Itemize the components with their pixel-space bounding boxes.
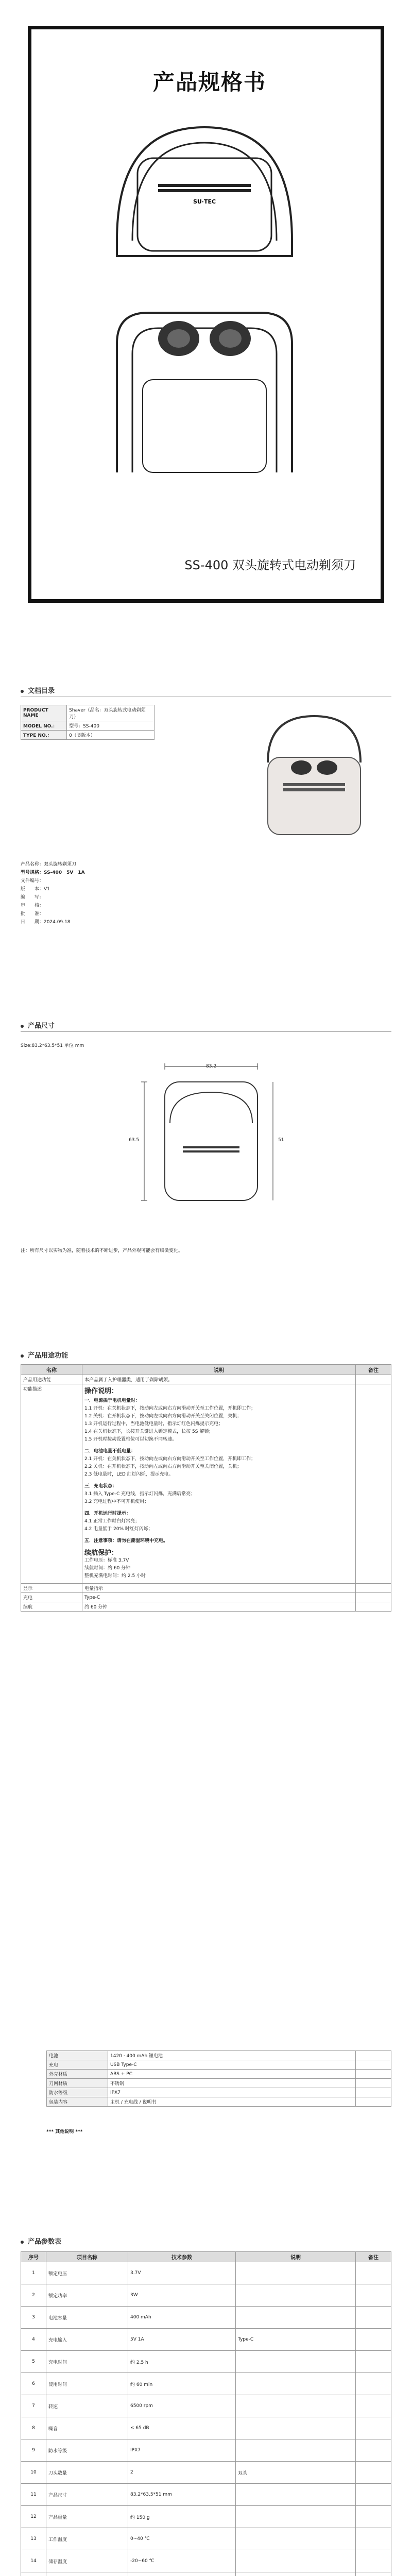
func-line: 4.2 电量低于 20% 时红灯闪烁；: [84, 1527, 153, 1532]
func-line: 2.3 低电量时，LED 红灯闪烁，提示充电。: [84, 1472, 174, 1477]
table-header: 备注: [356, 1365, 391, 1375]
table-cell: 产品尺寸: [46, 2484, 128, 2506]
bullet-icon: [21, 690, 24, 693]
table-cell: [356, 2462, 391, 2484]
material-note: *** 其他说明 ***: [46, 2129, 83, 2134]
table-cell: [356, 2079, 391, 2088]
function-heading: [21, 1350, 68, 1360]
func-line: 续航保护：: [84, 1549, 118, 1557]
table-cell: [236, 2373, 356, 2395]
table-cell: 型号：SS-400: [67, 721, 154, 731]
params-body: [21, 2262, 391, 2576]
op-title: 操作说明：: [84, 1387, 118, 1395]
table-cell: 13: [21, 2528, 46, 2550]
table-cell: 3.7V: [128, 2262, 236, 2284]
table-cell: TYPE NO.：: [21, 731, 67, 740]
table-header-row: [21, 2252, 391, 2262]
table-row: [47, 2088, 391, 2097]
info-line: 版 本：V1: [21, 887, 50, 892]
table-cell: 电量指示: [82, 1584, 356, 1593]
table-cell: [128, 2572, 236, 2576]
table-cell: IPX7: [108, 2088, 356, 2097]
size-dim-height: 63.5: [129, 1138, 140, 1143]
func-line: 整机充满电时间：约 2.5 小时: [84, 1573, 146, 1579]
table-cell: 3W: [128, 2284, 236, 2307]
table-cell: [356, 2307, 391, 2329]
table-header: 名称: [21, 1365, 82, 1375]
table-cell: 6500 rpm: [128, 2395, 236, 2417]
material-page: [0, 2050, 412, 2205]
doc-index-heading: [21, 685, 55, 695]
table-row: [21, 1602, 391, 1612]
table-cell: [356, 2572, 391, 2576]
size-dim-width: 83.2: [206, 1064, 217, 1069]
cover-title: 产品规格书: [152, 70, 266, 95]
table-cell: 9: [21, 2439, 46, 2462]
table-cell: IPX7: [128, 2439, 236, 2462]
params-page: [0, 2236, 412, 2576]
func-line: 四．开机运行时提示：: [84, 1511, 131, 1516]
table-cell: 本产品属于入护理器类，适用于剃除胡须。: [82, 1375, 356, 1384]
table-cell: [356, 2284, 391, 2307]
table-row: [21, 1593, 391, 1602]
func-line: 三．充电状态：: [84, 1484, 117, 1489]
info-line: 审 核：: [21, 903, 44, 908]
table-cell: 电池: [47, 2051, 108, 2060]
table-cell: 2: [128, 2462, 236, 2484]
table-cell: Type-C: [82, 1593, 356, 1602]
table-cell: [356, 2060, 391, 2070]
info-line: 文件编号：: [21, 878, 44, 884]
table-cell: [356, 2484, 391, 2506]
table-cell: 转速: [46, 2395, 128, 2417]
table-cell: [236, 2417, 356, 2439]
table-cell: 充电时间: [46, 2351, 128, 2373]
table-header: 备注: [356, 2252, 391, 2262]
table-cell: 显示: [21, 1584, 82, 1593]
table-cell: [356, 2528, 391, 2550]
func-line: 1.1 开机：在关机状态下，按动向左或向右方向滑动开关至工作位置，开机即工作；: [84, 1406, 256, 1411]
size-heading-text: 产品尺寸: [28, 1022, 55, 1030]
table-cell: ≤ 65 dB: [128, 2417, 236, 2439]
table-cell: 14: [21, 2550, 46, 2572]
divider: [21, 1031, 391, 1032]
func-line: 五．注意事项：请勿在潮湿环境中充电。: [84, 1538, 168, 1544]
function-table: [21, 1364, 391, 1612]
table-row: [21, 2528, 391, 2550]
table-cell: 不锈钢: [108, 2079, 356, 2088]
table-cell: 6: [21, 2373, 46, 2395]
table-cell: [356, 2097, 391, 2107]
table-cell: [356, 2506, 391, 2528]
table-cell: [236, 2284, 356, 2307]
table-row: [21, 1584, 391, 1593]
table-header: 序号: [21, 2252, 46, 2262]
table-cell: [236, 2262, 356, 2284]
cover-page: [0, 0, 412, 629]
table-cell: 10: [21, 2462, 46, 2484]
table-cell: 双头: [236, 2462, 356, 2484]
table-cell: 约 150 g: [128, 2506, 236, 2528]
table-cell: [21, 2572, 46, 2576]
size-page: [0, 1020, 412, 1309]
table-cell: 充电输入: [46, 2329, 128, 2351]
table-cell: [46, 2572, 128, 2576]
cover-frame: [28, 26, 384, 603]
table-cell: ABS + PC: [108, 2070, 356, 2079]
table-cell: 83.2*63.5*51 mm: [128, 2484, 236, 2506]
table-cell: 0~40 ℃: [128, 2528, 236, 2550]
table-cell: 产品重量: [46, 2506, 128, 2528]
table-cell: 防水等级: [46, 2439, 128, 2462]
info-line: 型号规格：SS-400 5V 1A: [21, 870, 85, 875]
table-cell: [356, 1375, 391, 1384]
table-row: [21, 2417, 391, 2439]
func-line: 4.1 正常工作时白灯常亮；: [84, 1519, 140, 1524]
func-line: 一．电源插于电机电量时：: [84, 1398, 141, 1403]
table-cell: [236, 2550, 356, 2572]
table-row: [47, 2079, 391, 2088]
table-row: [47, 2097, 391, 2107]
func-line: 1.3 开机运行过程中，当电池低电量时，指示灯红色闪烁提示充电；: [84, 1421, 224, 1427]
table-row: [21, 2572, 391, 2576]
table-cell: [236, 2351, 356, 2373]
size-dims-label: Size:83.2*63.5*51 单位 mm: [21, 1043, 84, 1048]
info-line: 产品名称：双头旋转剃须刀: [21, 862, 77, 867]
table-row: [21, 2284, 391, 2307]
table-cell: [356, 1584, 391, 1593]
cover-shaver-bottom-image: [96, 277, 313, 493]
info-line: 批 准：: [21, 911, 44, 917]
table-row: [21, 705, 154, 721]
func-line: 1.4 在关机状态下，长按开关键进入锁定模式，长按 5S 解锁；: [84, 1429, 214, 1434]
table-row: [21, 2329, 391, 2351]
table-cell: 12: [21, 2506, 46, 2528]
table-cell: 续航: [21, 1602, 82, 1612]
table-cell: 刀网材质: [47, 2079, 108, 2088]
table-cell: 8: [21, 2417, 46, 2439]
table-cell: USB Type-C: [108, 2060, 356, 2070]
info-line: 日 期：2024.09.18: [21, 920, 71, 925]
func-line: 工作电压：标准 3.7V: [84, 1558, 129, 1563]
table-row: [21, 2307, 391, 2329]
function-page: [0, 1350, 412, 1968]
table-cell: 噪音: [46, 2417, 128, 2439]
table-cell: [236, 2528, 356, 2550]
doc-index-info: [21, 860, 227, 926]
table-cell: [356, 2088, 391, 2097]
doc-index-page: [0, 680, 412, 989]
table-cell: 0（类版本）: [67, 731, 154, 740]
func-line: 3.2 充电过程中不可开机使用；: [84, 1499, 149, 1504]
table-cell: 约 60 min: [128, 2373, 236, 2395]
table-cell: Shaver（品名：双头旋转式电动剃须刀）: [67, 705, 154, 721]
table-cell: 5V 1A: [128, 2329, 236, 2351]
table-row: [21, 731, 154, 740]
svg-text:SU·TEC: SU·TEC: [193, 198, 216, 205]
table-cell: 使用时间: [46, 2373, 128, 2395]
table-row: [47, 2070, 391, 2079]
table-cell: 储存温度: [46, 2550, 128, 2572]
table-header: 说明: [236, 2252, 356, 2262]
table-row: [21, 2484, 391, 2506]
table-cell: 5: [21, 2351, 46, 2373]
table-cell: [236, 2572, 356, 2576]
cover-shaver-top-image: [96, 112, 313, 266]
table-cell: 充电: [21, 1593, 82, 1602]
bullet-icon: [21, 1025, 24, 1028]
table-cell: [356, 2550, 391, 2572]
function-heading-text: 产品用途功能: [28, 1352, 68, 1360]
table-cell: Type-C: [236, 2329, 356, 2351]
doc-index-table: [21, 705, 154, 740]
table-header: 项目名称: [46, 2252, 128, 2262]
size-dim-depth: 51: [278, 1138, 284, 1143]
table-row: [21, 2462, 391, 2484]
table-cell: 4: [21, 2329, 46, 2351]
func-line: 续航时间：约 60 分钟: [84, 1566, 131, 1571]
table-row: [21, 2395, 391, 2417]
table-cell: 400 mAh: [128, 2307, 236, 2329]
table-cell: [82, 1384, 356, 1584]
table-cell: 约 2.5 h: [128, 2351, 236, 2373]
table-row: [47, 2051, 391, 2060]
bullet-icon: [21, 2241, 24, 2244]
table-header: 说明: [82, 1365, 356, 1375]
table-cell: [236, 2506, 356, 2528]
cover-model-line: SS-400 双头旋转式电动剃须刀: [184, 558, 356, 572]
table-cell: 额定电压: [46, 2262, 128, 2284]
table-cell: [356, 2070, 391, 2079]
table-cell: [356, 1602, 391, 1612]
table-cell: [356, 2329, 391, 2351]
doc-index-heading-text: 文档目录: [28, 687, 55, 695]
table-cell: 充电: [47, 2060, 108, 2070]
table-cell: [356, 2051, 391, 2060]
table-cell: 外壳材质: [47, 2070, 108, 2079]
params-heading: [21, 2236, 61, 2246]
table-cell: 1: [21, 2262, 46, 2284]
table-cell: 防水等级: [47, 2088, 108, 2097]
table-cell: [236, 2484, 356, 2506]
table-cell: [356, 2351, 391, 2373]
func-line: 1.2 关机：在开机状态下，按动向左或向右方向滑动开关至关闭位置，关机；: [84, 1414, 242, 1419]
table-cell: 3: [21, 2307, 46, 2329]
params-table: [21, 2251, 391, 2576]
table-row: [21, 2373, 391, 2395]
table-cell: [236, 2439, 356, 2462]
table-cell: [356, 1384, 391, 1584]
table-cell: 约 60 分钟: [82, 1602, 356, 1612]
table-cell: 2: [21, 2284, 46, 2307]
table-cell: 刀头数量: [46, 2462, 128, 2484]
table-cell: PRODUCT NAME: [21, 705, 67, 721]
table-row: [21, 1375, 391, 1384]
table-row: [21, 1384, 391, 1584]
table-cell: 工作温度: [46, 2528, 128, 2550]
table-cell: 额定功率: [46, 2284, 128, 2307]
func-line: 2.1 开机：在关机状态下，按动向左或向右方向滑动开关至工作位置，开机即工作；: [84, 1456, 256, 1462]
info-line: 编 写：: [21, 895, 44, 900]
table-row: [21, 2262, 391, 2284]
doc-index-product-image: [252, 706, 376, 840]
table-row: [21, 2351, 391, 2373]
table-cell: 主机 / 充电线 / 说明书: [108, 2097, 356, 2107]
table-cell: [356, 2373, 391, 2395]
table-cell: [236, 2307, 356, 2329]
func-line: 2.2 关机：在开机状态下，按动向左或向右方向滑动开关至关闭位置，关机；: [84, 1464, 242, 1469]
params-heading-text: 产品参数表: [28, 2238, 62, 2246]
table-cell: -20~60 ℃: [128, 2550, 236, 2572]
table-header-row: [21, 1365, 391, 1375]
table-cell: 包装内容: [47, 2097, 108, 2107]
func-line: 二．电池电量不低电量：: [84, 1449, 136, 1454]
table-cell: [356, 2395, 391, 2417]
func-line: 1.5 开机时按动设置档位可以切换不同转速。: [84, 1437, 177, 1442]
size-note: 注：所有尺寸以实物为准，随着技术的不断进步，产品外观可能会有细微变化。: [21, 1248, 183, 1253]
bullet-icon: [21, 1354, 24, 1358]
table-cell: 产品用途功能: [21, 1375, 82, 1384]
table-cell: 电池容量: [46, 2307, 128, 2329]
table-cell: MODEL NO.：: [21, 721, 67, 731]
table-cell: [356, 2439, 391, 2462]
table-cell: 7: [21, 2395, 46, 2417]
table-row: [21, 721, 154, 731]
material-table: [46, 2050, 391, 2107]
table-row: [21, 2439, 391, 2462]
size-heading: [21, 1020, 55, 1030]
table-cell: 功能描述: [21, 1384, 82, 1584]
func-line: 3.1 插入 Type-C 充电线，指示灯闪烁，充满后常亮；: [84, 1492, 196, 1497]
table-row: [47, 2060, 391, 2070]
table-cell: 1420 · 400 mAh 锂电池: [108, 2051, 356, 2060]
table-cell: [356, 2417, 391, 2439]
table-cell: [356, 1593, 391, 1602]
table-header: 技术参数: [128, 2252, 236, 2262]
table-cell: [356, 2262, 391, 2284]
table-row: [21, 2550, 391, 2572]
table-cell: 11: [21, 2484, 46, 2506]
table-row: [21, 2506, 391, 2528]
table-cell: [236, 2395, 356, 2417]
